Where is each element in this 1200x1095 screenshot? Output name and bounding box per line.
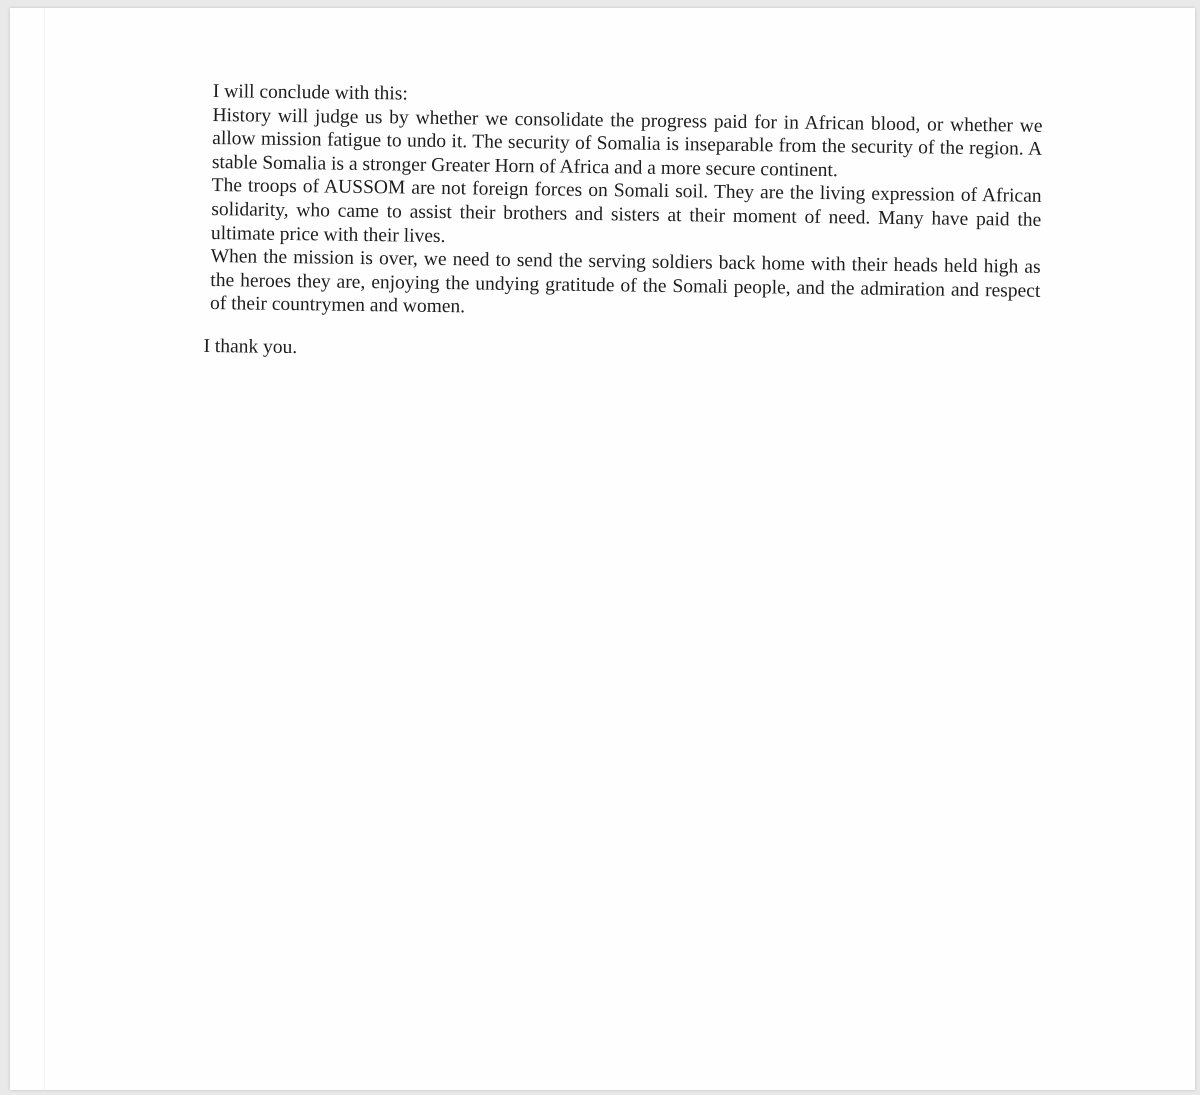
document-page [10,8,1195,1090]
intro-line: I will conclude with this: [212,80,408,105]
speech-text-block [203,80,1043,369]
page-edge-line [44,8,45,1090]
paragraph-history: History will judge us by whether we consolidate the progress paid for in African blood, or whether we allow mission fatigue to undo it. The security of Somalia is inseparable from the security of the region. A stable Somalia is a stronger Greater Horn of Africa and a more secure continent. [211,104,1043,181]
closing-line: I thank you. [203,335,298,359]
paragraph-mission-end: When the mission is over, we need to send the serving soldiers back home with their heads held high as the heroes they are, enjoying the undying gratitude of the Somali people, and the admiration and respect of their countrymen and women. [209,246,1041,318]
paragraph-troops: The troops of AUSSOM are not foreign forces on Somali soil. They are the living expression of African solidarity, who came to assist their brothers and sisters at their moment of need. Many have paid the ultimate price with their lives. [210,175,1042,247]
